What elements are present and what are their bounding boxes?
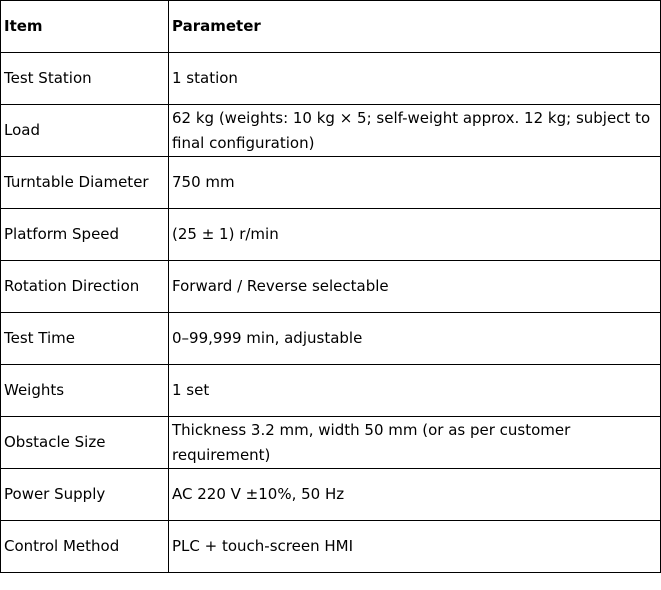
header-item: Item bbox=[1, 1, 169, 53]
parameter-cell: 0–99,999 min, adjustable bbox=[169, 313, 661, 365]
parameter-cell: 62 kg (weights: 10 kg × 5; self-weight approx. 12 kg; subject to final configuration) bbox=[169, 105, 661, 157]
table-row bbox=[1, 53, 661, 105]
parameter-cell: Forward / Reverse selectable bbox=[169, 261, 661, 313]
header-parameter: Parameter bbox=[169, 1, 661, 53]
item-cell: Turntable Diameter bbox=[1, 157, 169, 209]
table-row bbox=[1, 209, 661, 261]
item-cell: Platform Speed bbox=[1, 209, 169, 261]
item-cell: Rotation Direction bbox=[1, 261, 169, 313]
table-row bbox=[1, 365, 661, 417]
parameter-cell: 1 set bbox=[169, 365, 661, 417]
item-cell: Obstacle Size bbox=[1, 417, 169, 469]
parameter-cell: PLC + touch-screen HMI bbox=[169, 521, 661, 573]
item-cell: Load bbox=[1, 105, 169, 157]
item-cell: Test Station bbox=[1, 53, 169, 105]
parameter-cell: (25 ± 1) r/min bbox=[169, 209, 661, 261]
item-cell: Test Time bbox=[1, 313, 169, 365]
table-row bbox=[1, 261, 661, 313]
parameter-cell: Thickness 3.2 mm, width 50 mm (or as per customer requirement) bbox=[169, 417, 661, 469]
table-row bbox=[1, 417, 661, 469]
table-row bbox=[1, 469, 661, 521]
parameter-cell: AC 220 V ±10%, 50 Hz bbox=[169, 469, 661, 521]
item-cell: Power Supply bbox=[1, 469, 169, 521]
table-row bbox=[1, 521, 661, 573]
item-cell: Weights bbox=[1, 365, 169, 417]
parameter-cell: 750 mm bbox=[169, 157, 661, 209]
table-row bbox=[1, 313, 661, 365]
item-cell: Control Method bbox=[1, 521, 169, 573]
parameter-cell: 1 station bbox=[169, 53, 661, 105]
header-row bbox=[1, 1, 661, 53]
table-row bbox=[1, 105, 661, 157]
table-row bbox=[1, 157, 661, 209]
